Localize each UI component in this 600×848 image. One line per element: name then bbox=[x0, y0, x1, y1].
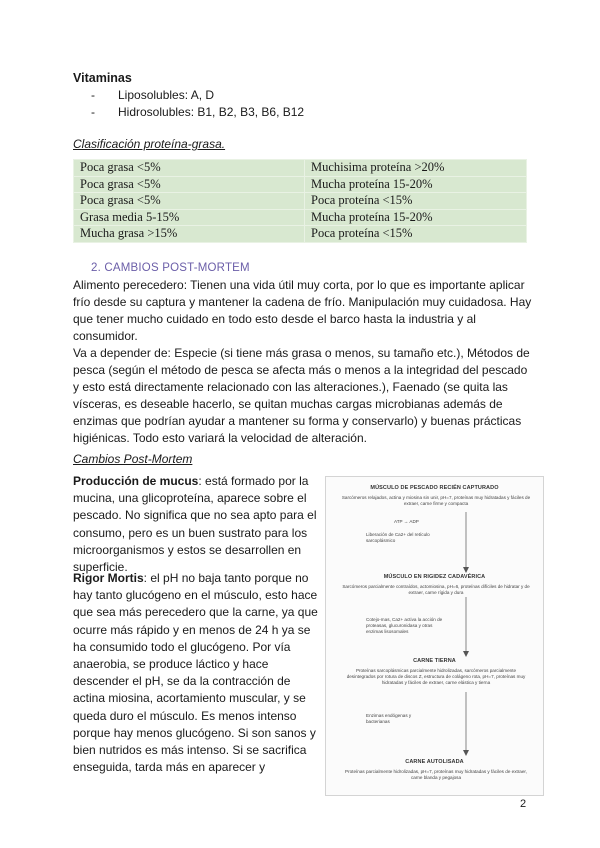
flow-arrows bbox=[326, 477, 543, 795]
table-cell: Mucha proteína 15-20% bbox=[305, 176, 527, 193]
atp-label: ATP → ADP bbox=[394, 519, 419, 524]
paragraph-depends-on: Va a depender de: Especie (si tiene más grasa o menos, su tamaño etc.), Métodos de pesca (según el método de pesca se afecta más o menos a la integridad del pescado y esto está directamente relacionado con las alteraciones.), Faenado (se quita las vísceras, es deseable hacerlo, se quitan muchas cargas microbianas además de enzimas que podrían ayudar a mantener su forma y conservarlo) y buenas prácticas higiénicas. Todo esto variará la velocidad de alteración. bbox=[73, 346, 530, 445]
calcium-label: Liberación de Ca2+ del retículo sarcoplásmico bbox=[366, 532, 430, 543]
page-number: 2 bbox=[520, 798, 527, 810]
table-row bbox=[74, 176, 527, 193]
list-item bbox=[91, 105, 304, 119]
bullet-dash: - bbox=[91, 105, 95, 119]
paragraph-rigor bbox=[73, 570, 318, 776]
table-row bbox=[74, 209, 527, 226]
table-cell: Poca grasa <5% bbox=[74, 193, 305, 210]
stage-title: CARNE AUTOLISADA bbox=[405, 759, 464, 765]
stage-description: Sarcómeros parcialmente contraídos, actomiosina, pH=6, proteínas difíciles de hidratar y de extraer, carne rígida y dura bbox=[342, 584, 530, 595]
list-item-text: Liposolubles: A, D bbox=[118, 88, 215, 102]
table-cell: Muchisima proteína >20% bbox=[305, 160, 527, 177]
paragraph-mucus bbox=[73, 473, 318, 576]
enzymes-label: Cotejo-mas, Ca2+ activa la acción de proteasas, glucuronidasa y otras enzimas lisosomales bbox=[366, 617, 443, 634]
section-heading: 2. CAMBIOS POST-MORTEM bbox=[91, 262, 250, 274]
table-row bbox=[74, 160, 527, 177]
stage-description: Sarcómeros relajados, actina y miosina sin unir, pH=7, proteínas muy hidratadas y fáciles de extraer, carne firme y compacta bbox=[341, 495, 531, 506]
postmortem-diagram bbox=[325, 476, 544, 796]
stage-title: CARNE TIERNA bbox=[413, 658, 456, 664]
enzymes-label: Enzimas endógenas y bacterianas bbox=[366, 713, 412, 724]
rigor-term: Rigor Mortis bbox=[73, 571, 144, 585]
table-cell: Grasa media 5-15% bbox=[74, 209, 305, 226]
table-cell: Mucha proteína 15-20% bbox=[305, 209, 527, 226]
rigor-text: : el pH no baja tanto porque no hay tanto glucógeno en el músculo, esto hace que sea más perecedero que la carne, ya que ocurre más rápido y en menos de 24 h ya se ha consumido todo el glucógeno. Por vía anaerobia, se produce láctico y hace descender el pH, se da la contracción de actina miosina, acortamiento muscular, y se queda duro el músculo. Es menos intenso porque hay menos glucógeno. Si son sanos y bien nutridos es más intenso. Si se sacrifica enseguida, tarda más en aparecer y bbox=[73, 571, 318, 775]
table-cell: Poca proteína <15% bbox=[305, 193, 527, 210]
paragraph-perishable: Alimento perecedero: Tienen una vida útil muy corta, por lo que es importante aplicar frío desde su captura y mantener la cadena de frío. Manipulación muy cuidadosa. Hay que tener mucho cuidado en todo esto desde el barco hasta la industria y al consumidor. bbox=[73, 278, 532, 343]
mucus-text: : está formado por la mucina, una glicoproteína, aparece sobre el pescado. No significa que no sea apto para el consumo, pero es un buen sustrato para los microorganismos y estos se desarrollen en superficie. bbox=[73, 474, 317, 575]
stage-title: MÚSCULO DE PESCADO RECIÉN CAPTURADO bbox=[370, 485, 499, 491]
table-cell: Mucha grasa >15% bbox=[74, 226, 305, 243]
classification-heading: Clasificación proteína-grasa. bbox=[73, 137, 226, 151]
table-cell: Poca grasa <5% bbox=[74, 176, 305, 193]
bullet-dash: - bbox=[91, 88, 95, 102]
list-item-text: Hidrosolubles: B1, B2, B3, B6, B12 bbox=[118, 105, 305, 119]
changes-heading: Cambios Post-Mortem bbox=[73, 452, 193, 466]
table-cell: Poca proteína <15% bbox=[305, 226, 527, 243]
table-row bbox=[74, 226, 527, 243]
stage-title: MÚSCULO EN RIGIDEZ CADAVÉRICA bbox=[383, 574, 486, 580]
list-item bbox=[91, 88, 214, 102]
stage-description: Proteínas sarcoplásmicas parcialmente hidrolizadas, sarcómeros parcialmente desintegrados por rotura de discos Z, estructura de colágeno rota, pH=7, proteínas muy hidratadas y fáciles de extraer, carne elástica y tierna bbox=[346, 668, 526, 685]
stage-description: Proteínas parcialmente hidrolizadas, pH=7, proteínas muy hidratadas y fáciles de extraer, carne blanda y pegajosa bbox=[345, 769, 527, 780]
table-row bbox=[74, 193, 527, 210]
protein-fat-table bbox=[73, 159, 527, 243]
table-cell: Poca grasa <5% bbox=[74, 160, 305, 177]
vitamins-title: Vitaminas bbox=[73, 71, 132, 85]
mucus-term: Producción de mucus bbox=[73, 474, 199, 488]
